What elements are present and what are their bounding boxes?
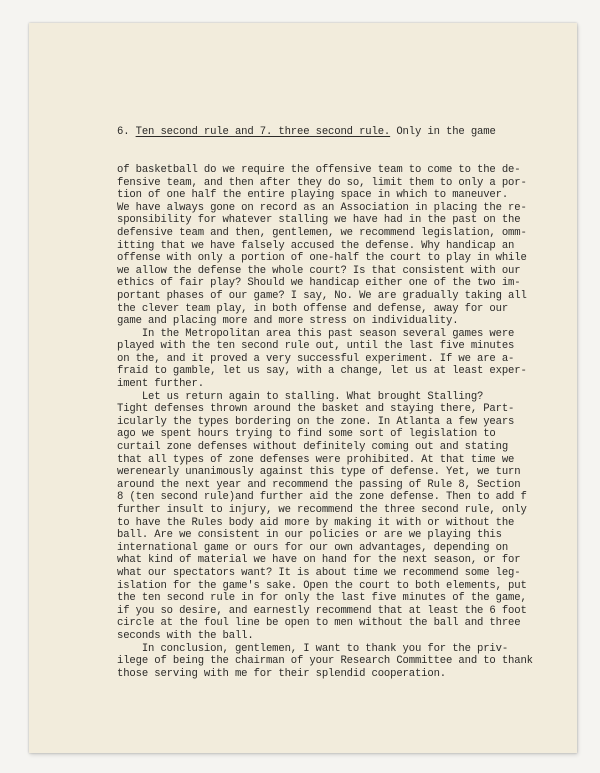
text-line: the ten second rule in for only the last five minutes of the game, — [117, 592, 527, 605]
heading-title: Ten second rule and 7. three second rule. — [135, 126, 391, 139]
typewritten-page — [29, 23, 577, 753]
text-line: sponsibility for whatever stalling we have had in the past on the — [117, 214, 521, 227]
text-line: the clever team play, in both offense and defense, away for our — [117, 302, 509, 315]
text-line: portant phases of our game? I say, No. We are gradually taking all — [117, 289, 527, 302]
text-line: what our spectators want? It is about time we recommend some leg- — [117, 566, 521, 579]
text-line: international game or ours for our own advantages, depending on — [117, 541, 509, 554]
text-line: of basketball do we require the offensive team to come to the de- — [117, 163, 521, 176]
text-line: werenearly unanimously against this type of defense. Yet, we turn — [117, 466, 521, 479]
text-line: ball. Are we consistent in our policies or are we playing this — [117, 529, 502, 542]
text-line: offense with only a portion of one-half the court to play in while — [117, 252, 527, 265]
text-line: We have always gone on record as an Association in placing the re- — [117, 201, 527, 214]
text-line: fraid to gamble, let us say, with a change, let us at least exper- — [117, 365, 527, 378]
text-line: curtail zone defenses without definitely coming out and stating — [117, 441, 509, 454]
heading-number: 6. — [117, 126, 136, 139]
text-line: ilege of being the chairman of your Research Committee and to thank — [117, 655, 533, 668]
text-line: if you so desire, and earnestly recommend that at least the 6 foot — [117, 604, 527, 617]
text-line: around the next year and recommend the passing of Rule 8, Section — [117, 478, 521, 491]
document-body — [117, 101, 557, 680]
text-line: on the, and it proved a very successful experiment. If we are a- — [117, 352, 515, 365]
text-line: ethics of fair play? Should we handicap either one of the two im- — [117, 277, 521, 290]
text-line: fensive team, and then after they do so, limit them to only a por- — [117, 176, 527, 189]
text-line: Let us return again to stalling. What brought Stalling? — [117, 390, 484, 403]
heading-line — [117, 126, 557, 139]
text-line: we allow the defense the whole court? Is that consistent with our — [117, 264, 521, 277]
text-line: In conclusion, gentlemen, I want to thank you for the priv- — [117, 642, 509, 655]
text-line: Tight defenses thrown around the basket and staying there, Part- — [117, 403, 515, 416]
text-line: that all types of zone defenses were prohibited. At that time we — [117, 453, 515, 466]
text-line: those serving with me for their splendid cooperation. — [117, 667, 446, 680]
text-line: In the Metropolitan area this past season several games were — [117, 327, 515, 340]
text-line: icularly the types bordering on the zone. In Atlanta a few years — [117, 415, 515, 428]
text-line: itting that we have falsely accused the defense. Why handicap an — [117, 239, 515, 252]
text-line: ago we spent hours trying to find some sort of legislation to — [117, 428, 496, 441]
text-line: defensive team and then, gentlemen, we recommend legislation, omm- — [117, 226, 527, 239]
text-line: to have the Rules body aid more by making it with or without the — [117, 516, 515, 529]
text-line: what kind of material we have on hand for the next season, or for — [117, 554, 521, 567]
text-line: tion of one half the entire playing space in which to maneuver. — [117, 189, 509, 202]
text-line: played with the ten second rule out, until the last five minutes — [117, 340, 515, 353]
text-line: further insult to injury, we recommend the three second rule, only — [117, 504, 527, 516]
text-line: game and placing more and more stress on individuality. — [117, 315, 459, 328]
text-line: iment further. — [117, 378, 204, 391]
text-line: 8 (ten second rule)and further aid the zone defense. Then to add f — [117, 491, 527, 504]
text-line: circle at the foul line be open to men without the ball and three — [117, 617, 521, 630]
text-line: seconds with the ball. — [117, 629, 254, 642]
text-line: islation for the game's sake. Open the court to both elements, put — [117, 579, 527, 592]
heading-continuation: Only in the game — [390, 126, 496, 139]
